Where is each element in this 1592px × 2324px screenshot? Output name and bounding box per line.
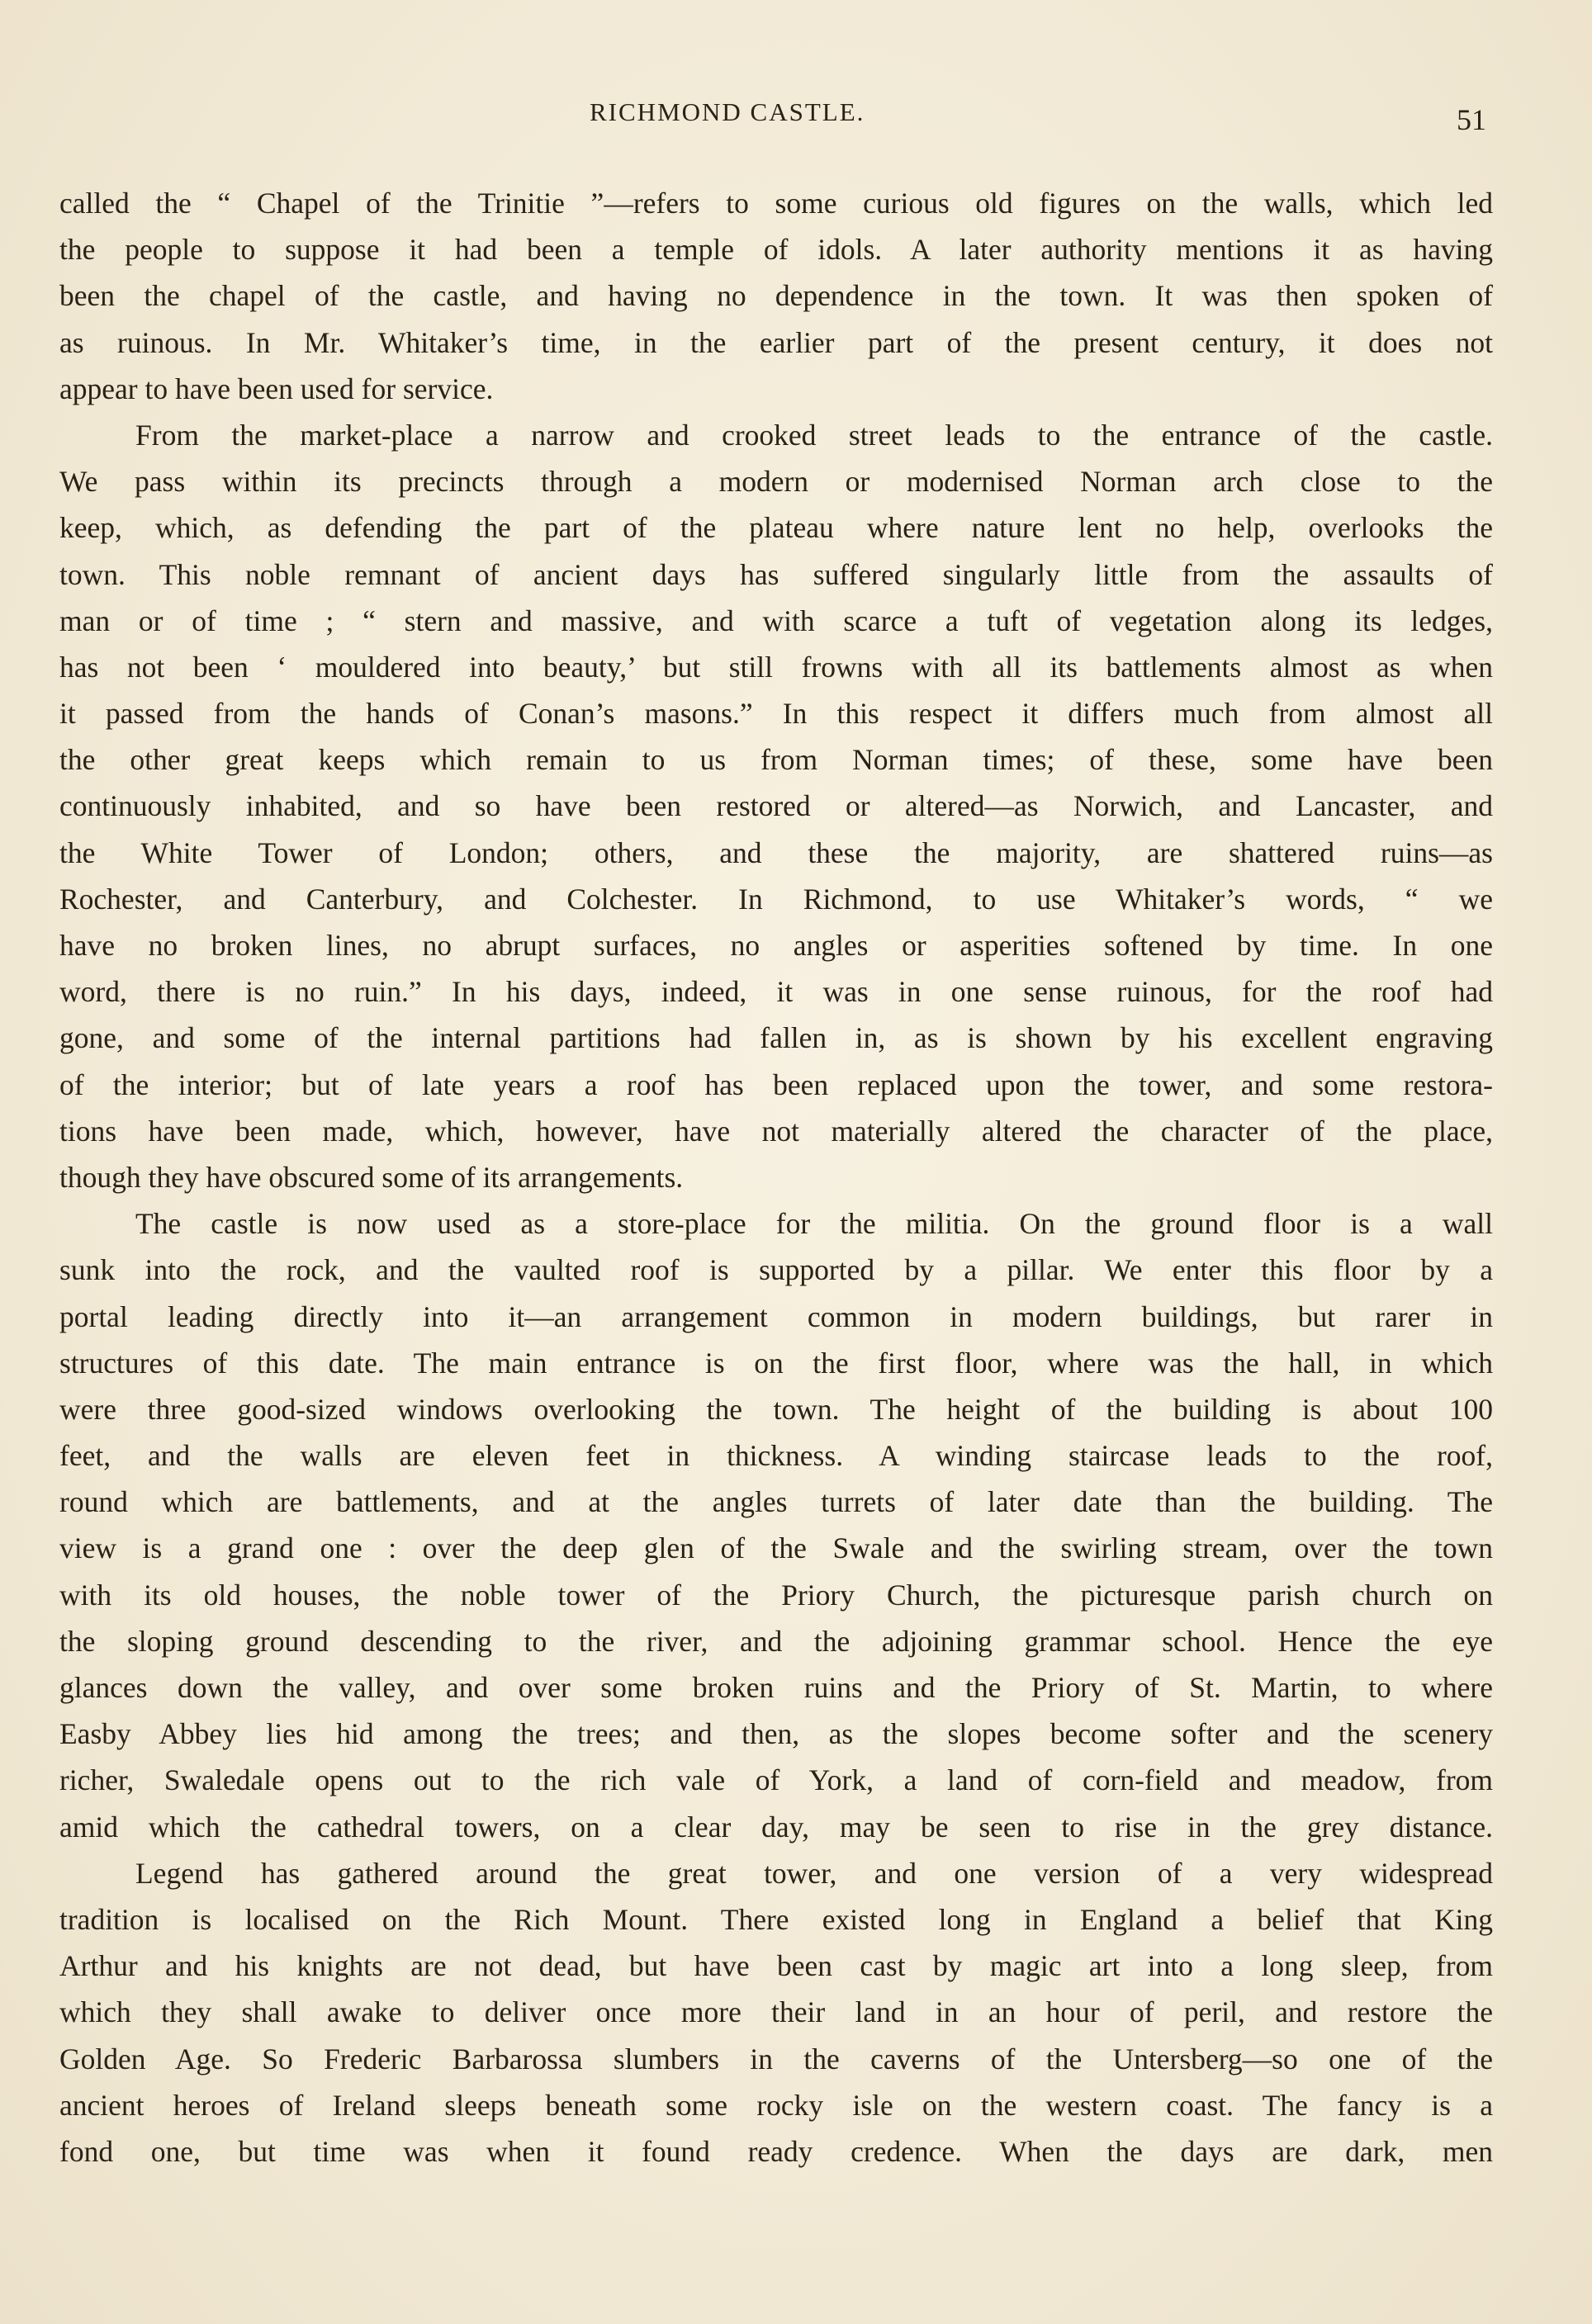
text-line: continuously inhabited, and so have been restored or altered—as Norwich, and Lancaster, and	[59, 789, 1493, 823]
text-line: town. This noble remnant of ancient days has suffered singularly little from the assaults of	[59, 557, 1493, 591]
body-text	[59, 180, 1493, 2175]
text-line: has not been ‘ mouldered into beauty,’ but still frowns with all its battlements almost as when	[59, 650, 1493, 684]
text-line: gone, and some of the internal partitions had fallen in, as is shown by his excellent engraving	[59, 1021, 1493, 1055]
text-line: tions have been made, which, however, have not materially altered the character of the place,	[59, 1114, 1493, 1148]
text-line: as ruinous. In Mr. Whitaker’s time, in the earlier part of the present century, it does not	[59, 325, 1493, 359]
text-line: round which are battlements, and at the angles turrets of later date than the building. The	[59, 1485, 1493, 1519]
text-line: the sloping ground descending to the river, and the adjoining grammar school. Hence the eye	[59, 1624, 1493, 1658]
running-title: RICHMOND CASTLE.	[590, 97, 865, 126]
running-header	[0, 97, 1592, 147]
text-line: the people to suppose it had been a temple of idols. A later authority mentions it as having	[59, 233, 1493, 267]
text-line: Golden Age. So Frederic Barbarossa slumbers in the caverns of the Untersberg—so one of the	[59, 2042, 1493, 2076]
text-line: appear to have been used for service.	[59, 372, 494, 405]
text-line: sunk into the rock, and the vaulted roof is supported by a pillar. We enter this floor by a	[59, 1253, 1493, 1287]
paragraph-start-line: From the market-place a narrow and crooked street leads to the entrance of the castle.	[135, 418, 1493, 452]
text-line: of the interior; but of late years a roof has been replaced upon the tower, and some restora-	[59, 1067, 1493, 1101]
text-line: portal leading directly into it—an arrangement common in modern buildings, but rarer in	[59, 1299, 1493, 1333]
text-line: the White Tower of London; others, and these the majority, are shattered ruins—as	[59, 835, 1493, 869]
text-line: which they shall awake to deliver once more their land in an hour of peril, and restore the	[59, 1995, 1493, 2029]
text-line: amid which the cathedral towers, on a clear day, may be seen to rise in the grey distance.	[59, 1810, 1493, 1844]
text-line: structures of this date. The main entrance is on the first floor, where was the hall, in which	[59, 1346, 1493, 1380]
text-line: with its old houses, the noble tower of the Priory Church, the picturesque parish church on	[59, 1578, 1493, 1612]
paragraph-start-line: Legend has gathered around the great tower, and one version of a very widespread	[135, 1856, 1493, 1890]
text-line: view is a grand one : over the deep glen of the Swale and the swirling stream, over the town	[59, 1531, 1493, 1565]
text-line: Arthur and his knights are not dead, but have been cast by magic art into a long sleep, from	[59, 1949, 1493, 1983]
text-line: Easby Abbey lies hid among the trees; and then, as the slopes become softer and the scenery	[59, 1717, 1493, 1751]
text-line: glances down the valley, and over some broken ruins and the Priory of St. Martin, to where	[59, 1671, 1493, 1704]
text-line: fond one, but time was when it found ready credence. When the days are dark, men	[59, 2134, 1493, 2168]
text-line: We pass within its precincts through a modern or modernised Norman arch close to the	[59, 465, 1493, 499]
text-line: though they have obscured some of its arrangements.	[59, 1160, 684, 1194]
text-line: it passed from the hands of Conan’s masons.” In this respect it differs much from almost all	[59, 697, 1493, 731]
text-line: Rochester, and Canterbury, and Colchester. In Richmond, to use Whitaker’s words, “ we	[59, 882, 1493, 916]
text-line: were three good-sized windows overlooking the town. The height of the building is about 100	[59, 1392, 1493, 1426]
text-line: richer, Swaledale opens out to the rich vale of York, a land of corn-field and meadow, from	[59, 1763, 1493, 1797]
paragraph-start-line: The castle is now used as a store-place for the militia. On the ground floor is a wall	[135, 1207, 1493, 1241]
text-line: keep, which, as defending the part of the plateau where nature lent no help, overlooks the	[59, 511, 1493, 545]
text-line: called the “ Chapel of the Trinitie ”—refers to some curious old figures on the walls, which led	[59, 187, 1493, 220]
text-line: feet, and the walls are eleven feet in thickness. A winding staircase leads to the roof,	[59, 1439, 1493, 1473]
text-line: word, there is no ruin.” In his days, indeed, it was in one sense ruinous, for the roof had	[59, 975, 1493, 1009]
text-line: ancient heroes of Ireland sleeps beneath some rocky isle on the western coast. The fancy is a	[59, 2088, 1493, 2122]
text-line: tradition is localised on the Rich Mount. There existed long in England a belief that King	[59, 1902, 1493, 1936]
page-number: 51	[1457, 103, 1486, 136]
text-line: been the chapel of the castle, and having no dependence in the town. It was then spoken of	[59, 279, 1493, 313]
text-line: man or of time ; “ stern and massive, and with scarce a tuft of vegetation along its ledges,	[59, 603, 1493, 637]
text-line: the other great keeps which remain to us from Norman times; of these, some have been	[59, 743, 1493, 777]
text-line: have no broken lines, no abrupt surfaces, no angles or asperities softened by time. In one	[59, 929, 1493, 962]
